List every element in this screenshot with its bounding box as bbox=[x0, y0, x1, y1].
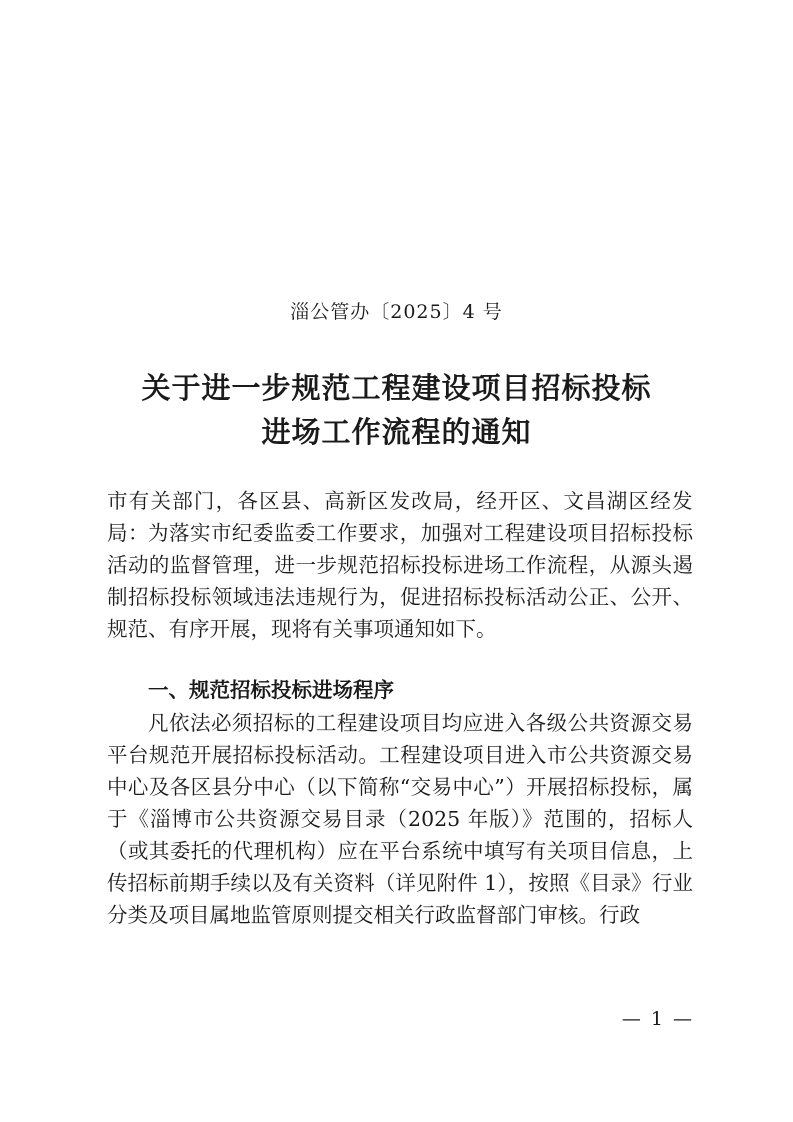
document-title bbox=[0, 366, 793, 454]
page-number: — 1 — bbox=[621, 1008, 694, 1030]
title-line-2: 进场工作流程的通知 bbox=[261, 415, 532, 449]
title-line-1: 关于进一步规范工程建设项目招标投标 bbox=[141, 371, 652, 405]
section-heading-1: 一、规范招标投标进场程序 bbox=[148, 678, 394, 702]
intro-paragraph: 为落实市纪委监委工作要求，加强对工程建设项目招标投标活动的监督管理，进一步规范招标投标进场工作流程，从源头遏制招标投标领域违法违规行为，促进招标投标活动公正、公开、规范、有序开展，现将有关事项通知如下。 bbox=[107, 521, 693, 641]
document-number: 淄公管办〔2025〕4 号 bbox=[290, 301, 503, 323]
section-1-paragraph: 凡依法必须招标的工程建设项目均应进入各级公共资源交易平台规范开展招标投标活动。工程建设项目进入市公共资源交易中心及各区县分中心（以下简称“交易中心”）开展招标投标，属于《淄博市公共资源交易目录（2025 年版）》范围的，招标人（或其委托的代理机构）应在平台系统中填写有关项目信息，上传招标前期手续以及有关资料（详见附件 1），按照《目录》行业分类及项目属地监管原则提交相关行政监督部门审核。行政 bbox=[107, 711, 693, 927]
addressee-line: 市有关部门，各区县、高新区发改局，经开区、文昌湖区经发局： bbox=[107, 489, 693, 545]
